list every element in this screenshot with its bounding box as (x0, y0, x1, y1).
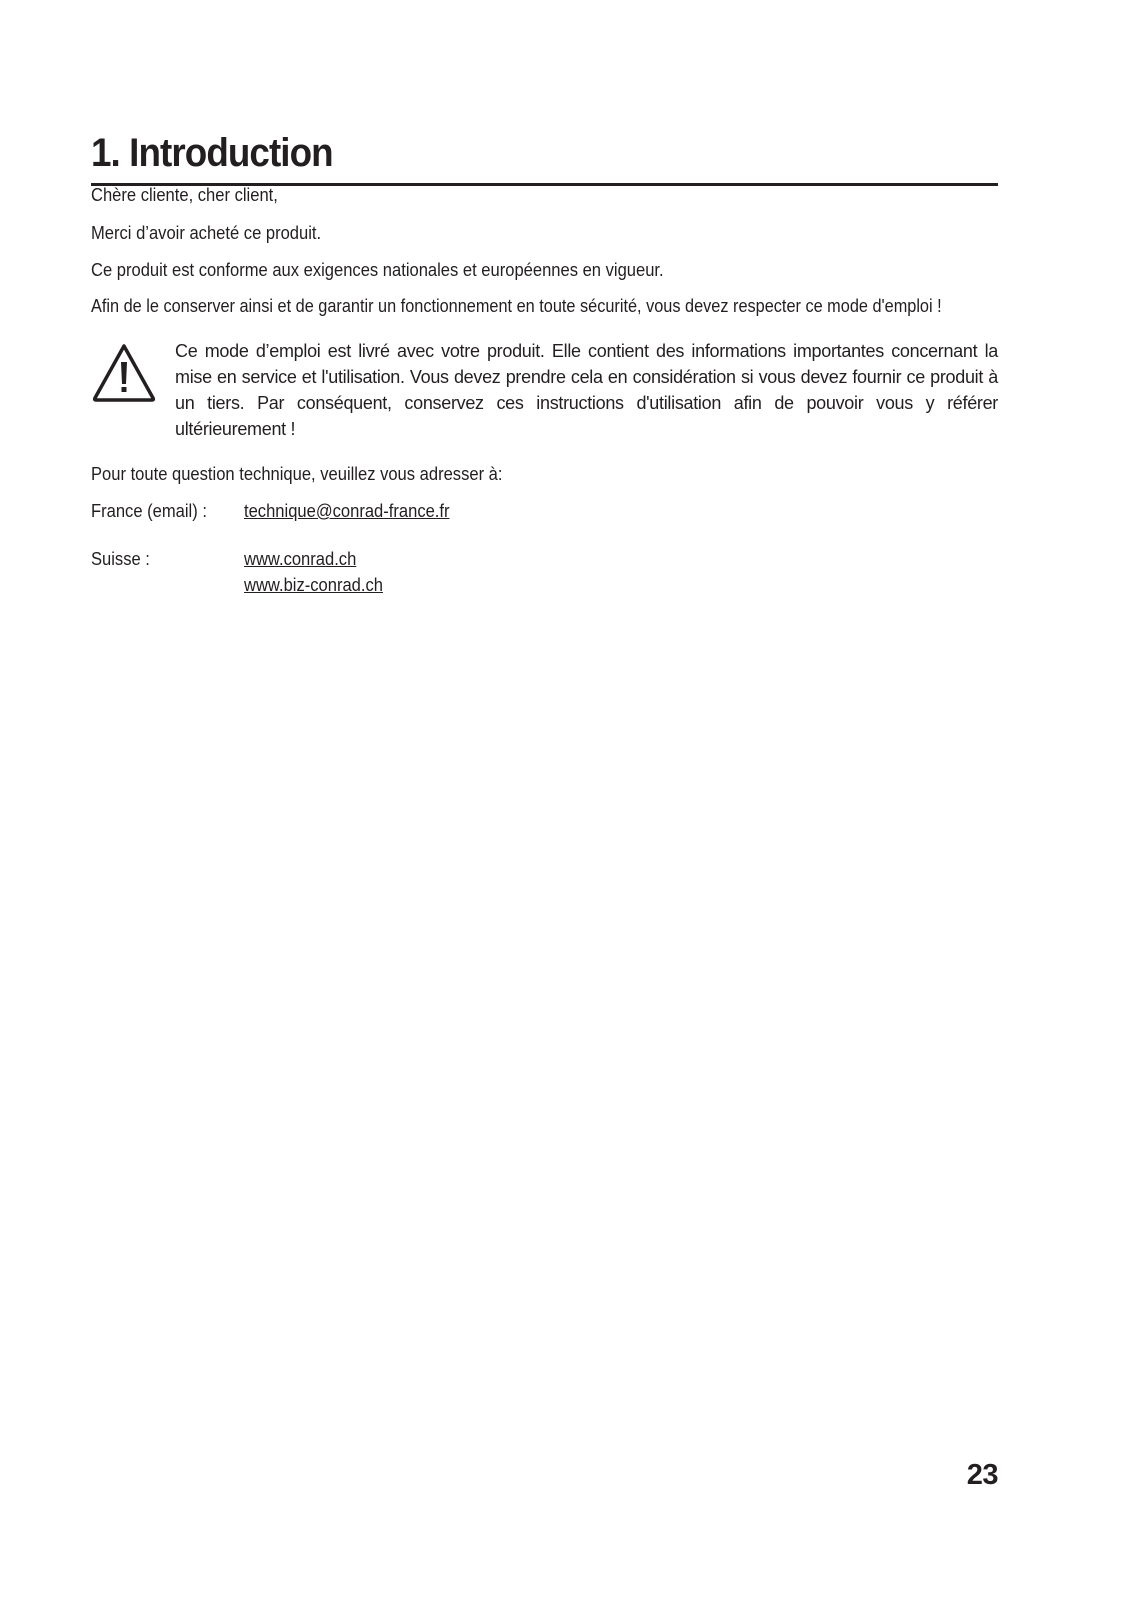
support-intro: Pour toute question technique, veuillez vous adresser à: (91, 464, 503, 484)
website-link-conrad-ch[interactable]: www.conrad.ch (244, 549, 357, 569)
email-link-france[interactable]: technique@conrad-france.fr (244, 501, 450, 521)
contact-label-france: France (email) : (91, 501, 207, 521)
conformity-paragraph: Ce produit est conforme aux exigences nationales et européennes en vigueur. (91, 260, 664, 280)
warning-triangle-icon (91, 342, 157, 404)
warning-notice (91, 338, 998, 438)
contact-label-suisse: Suisse : (91, 549, 150, 569)
thanks-paragraph: Merci d’avoir acheté ce produit. (91, 223, 322, 243)
website-link-biz-conrad-ch[interactable]: www.biz-conrad.ch (244, 575, 383, 595)
section-heading: 1. Introduction (91, 127, 998, 186)
warning-text: Ce mode d’emploi est livré avec votre produit. Elle contient des informations importantes concernant la mise en service et l'utilisation. Vous devez prendre cela en considération si vous devez fournir ce produit à un tiers. Par conséquent, conservez ces instructions d'utilisation afin de pouvoir vous y référer ultérieurement ! (175, 341, 998, 439)
safety-paragraph: Afin de le conserver ainsi et de garantir un fonctionnement en toute sécurité, vous devez respecter ce mode d'emploi ! (91, 296, 942, 316)
page-number: 23 (966, 1459, 998, 1491)
greeting-paragraph: Chère cliente, cher client, (91, 185, 278, 205)
